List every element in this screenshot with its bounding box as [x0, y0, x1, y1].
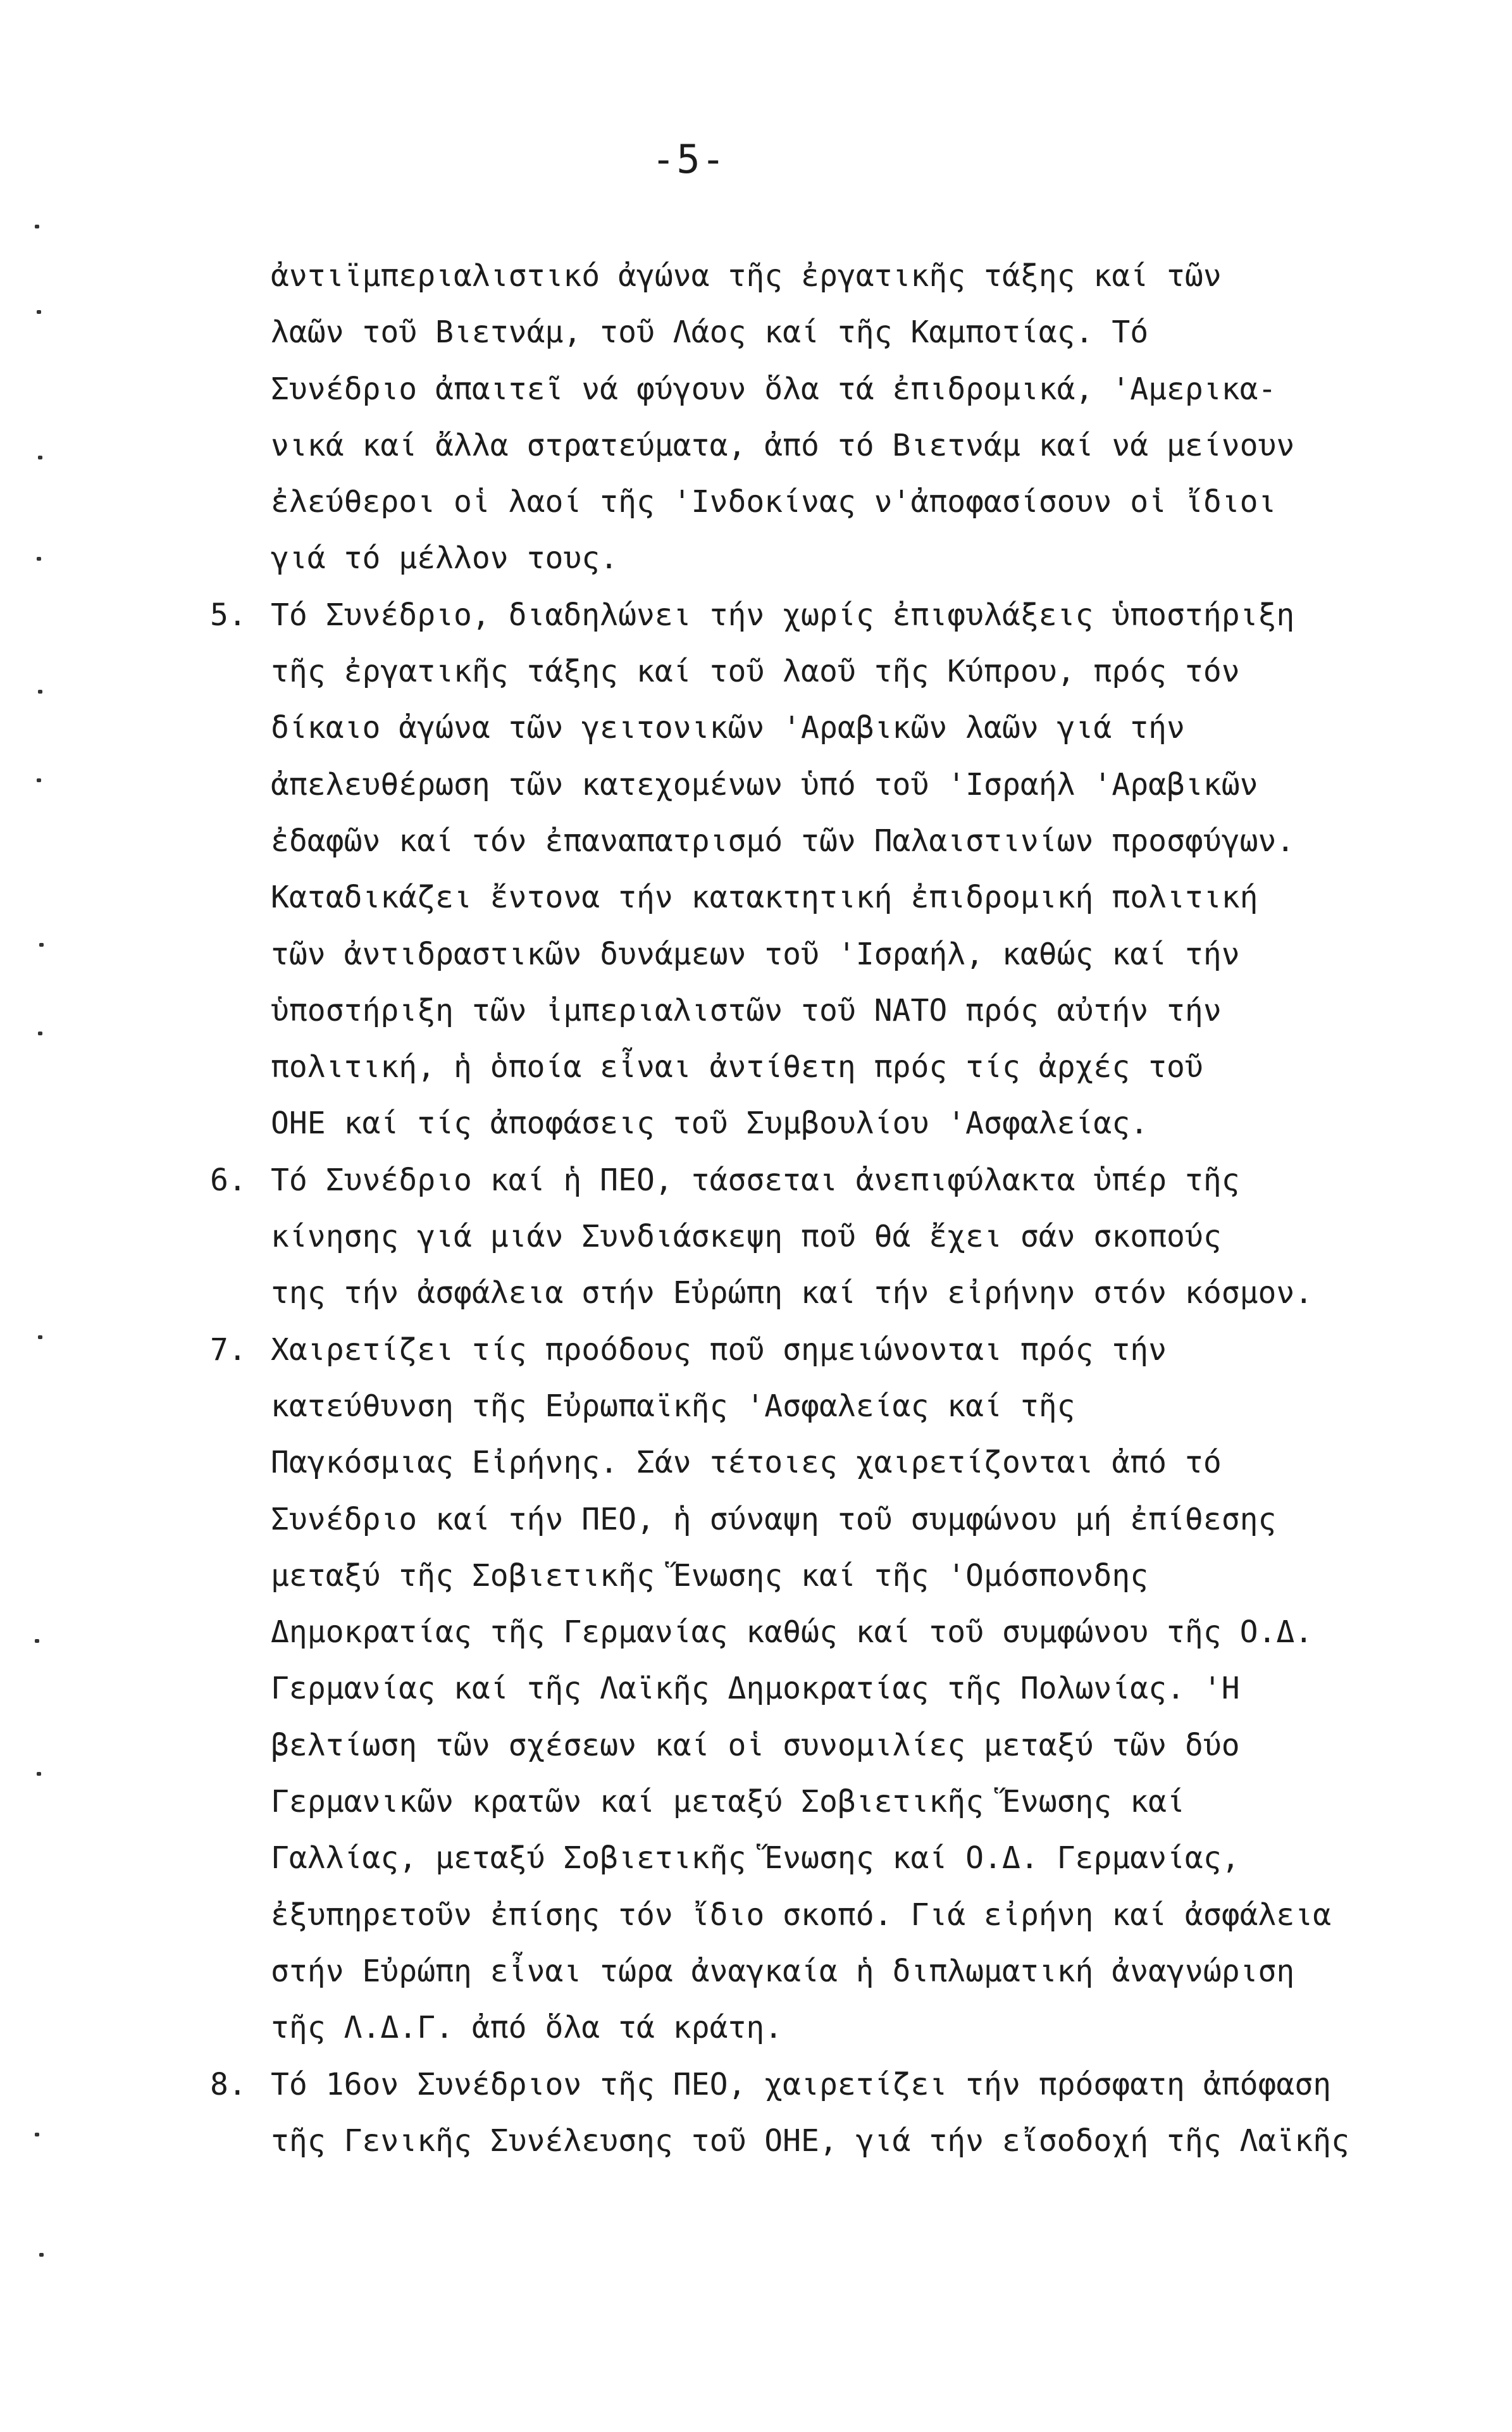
scan-speck [38, 456, 42, 459]
line-text: Γαλλίας, μεταξύ Σοβιετικῆς Ἕνωσης καί Ο.Δ. Γερμανίας, [271, 1840, 1240, 1876]
line-text: ἀντιϊμπεριαλιστικό ἀγώνα τῆς ἐργατικῆς τάξης καί τῶν [271, 258, 1222, 294]
line-text: γιά τό μέλλον τους. [271, 540, 619, 577]
text-line [210, 1604, 1412, 1661]
line-text: τῆς ἐργατικῆς τάξης καί τοῦ λαοῦ τῆς Κύπρου, πρός τόν [271, 654, 1240, 690]
scan-speck [37, 778, 41, 782]
text-line [210, 1322, 1412, 1378]
page-number: -5- [652, 136, 726, 182]
line-text: τῆς Γενικῆς Συνέλευσης τοῦ ΟΗΕ, γιά τήν εἴσοδοχή τῆς Λαϊκῆς [271, 2123, 1350, 2159]
text-line [210, 1887, 1412, 1943]
line-text: Τό 16ον Συνέδριον τῆς ΠΕΟ, χαιρετίζει τήν πρόσφατη ἀπόφαση [271, 2066, 1332, 2102]
text-line [210, 926, 1412, 983]
text-line [210, 1265, 1412, 1321]
line-text: βελτίωση τῶν σχέσεων καί οἱ συνομιλίες μεταξύ τῶν δύο [271, 1727, 1240, 1763]
text-line [210, 1095, 1412, 1152]
line-text: κατεύθυνση τῆς Εὐρωπαϊκῆς 'Ασφαλείας καί τῆς [271, 1388, 1075, 1424]
text-line [210, 1435, 1412, 1491]
scan-speck [37, 310, 41, 314]
line-text: της τήν ἀσφάλεια στήν Εὐρώπη καί τήν εἰρήνην στόν κόσμον. [271, 1275, 1313, 1311]
text-line [210, 2057, 1412, 2113]
line-text: Δημοκρατίας τῆς Γερμανίας καθώς καί τοῦ συμφώνου τῆς Ο.Δ. [271, 1614, 1313, 1650]
line-text: Τό Συνέδριο, διαδηλώνει τήν χωρίς ἐπιφυλάξεις ὑποστήριξη [271, 597, 1295, 633]
line-text: Γερμανικῶν κρατῶν καί μεταξύ Σοβιετικῆς Ἕνωσης καί [271, 1784, 1185, 1820]
line-text: ἐδαφῶν καί τόν ἐπαναπατρισμό τῶν Παλαιστινίων προσφύγων. [271, 823, 1295, 859]
text-line [210, 474, 1412, 530]
line-text: λαῶν τοῦ Βιετνάμ, τοῦ Λάος καί τῆς Καμποτίας. Τό [271, 315, 1149, 351]
text-line [210, 1492, 1412, 1548]
text-line [210, 700, 1412, 756]
text-line [210, 1548, 1412, 1604]
line-text: Συνέδριο ἀπαιτεῖ νά φύγουν ὅλα τά ἐπιδρομικά, 'Αμερικα- [271, 371, 1277, 407]
text-line [210, 1152, 1412, 1209]
line-text: τῶν ἀντιδραστικῶν δυνάμεων τοῦ 'Ισραήλ, καθώς καί τήν [271, 936, 1240, 972]
line-text: Γερμανίας καί τῆς Λαϊκῆς Δημοκρατίας τῆς Πολωνίας. 'Η [271, 1671, 1240, 1707]
text-line [210, 1039, 1412, 1095]
line-text: μεταξύ τῆς Σοβιετικῆς Ἕνωσης καί τῆς 'Ομόσπονδης [271, 1557, 1149, 1593]
text-line [210, 2000, 1412, 2056]
scan-speck [35, 1639, 39, 1643]
text-line [210, 1378, 1412, 1435]
text-line [210, 757, 1412, 813]
item-number: 8. [210, 2066, 247, 2102]
text-line [210, 1209, 1412, 1265]
scan-speck [35, 225, 39, 228]
line-text: δίκαιο ἀγώνα τῶν γειτονικῶν 'Αραβικῶν λαῶν γιά τήν [271, 710, 1185, 746]
line-text: ΟΗΕ καί τίς ἀποφάσεις τοῦ Συμβουλίου 'Ασφαλείας. [271, 1106, 1149, 1142]
text-line [210, 418, 1412, 474]
scan-speck [38, 690, 42, 694]
line-text: Χαιρετίζει τίς προόδους ποῦ σημειώνονται πρός τήν [271, 1331, 1167, 1368]
item-number: 7. [210, 1331, 247, 1368]
line-text: ἐξυπηρετοῦν ἐπίσης τόν ἴδιο σκοπό. Γιά εἰρήνη καί ἀσφάλεια [271, 1897, 1332, 1933]
scan-speck [37, 557, 41, 561]
text-line [210, 587, 1412, 644]
text-line [210, 1774, 1412, 1830]
text-line [210, 813, 1412, 870]
text-line [210, 870, 1412, 926]
text-line [210, 304, 1412, 361]
text-line [210, 1943, 1412, 2000]
scan-speck [38, 1032, 42, 1035]
line-text: κίνησης γιά μιάν Συνδιάσκεψη ποῦ θά ἔχει σάν σκοπούς [271, 1219, 1222, 1255]
line-text: στήν Εὐρώπη εἶναι τώρα ἀναγκαία ἡ διπλωματική ἀναγνώριση [271, 1953, 1295, 1989]
line-text: ἀπελευθέρωση τῶν κατεχομένων ὑπό τοῦ 'Ισραήλ 'Αραβικῶν [271, 766, 1258, 802]
line-text: πολιτική, ἡ ὁποία εἶναι ἀντίθετη πρός τίς ἀρχές τοῦ [271, 1049, 1203, 1085]
text-line [210, 2113, 1412, 2169]
line-text: τῆς Λ.Δ.Γ. ἀπό ὅλα τά κράτη. [271, 2010, 783, 2046]
line-text: Παγκόσμιας Εἰρήνης. Σάν τέτοιες χαιρετίζονται ἀπό τό [271, 1445, 1222, 1481]
line-text: ἐλεύθεροι οἱ λαοί τῆς 'Ινδοκίνας ν'ἀποφασίσουν οἱ ἴδιοι [271, 484, 1277, 520]
text-line [210, 1718, 1412, 1774]
scan-speck [38, 1335, 42, 1339]
line-text: Συνέδριο καί τήν ΠΕΟ, ἡ σύναψη τοῦ συμφώνου μή ἐπίθεσης [271, 1501, 1277, 1537]
line-text: ὑποστήριξη τῶν ἰμπεριαλιστῶν τοῦ ΝΑΤΟ πρός αὐτήν τήν [271, 992, 1222, 1028]
document-body [210, 248, 1412, 2169]
text-line [210, 1661, 1412, 1717]
scan-speck [39, 2253, 44, 2257]
scan-speck [35, 2133, 39, 2136]
line-text: Τό Συνέδριο καί ἡ ΠΕΟ, τάσσεται ἀνεπιφύλακτα ὑπέρ τῆς [271, 1162, 1240, 1198]
item-number: 5. [210, 597, 247, 633]
text-line [210, 644, 1412, 700]
text-line [210, 983, 1412, 1039]
text-line [210, 530, 1412, 587]
text-line [210, 1830, 1412, 1886]
text-line [210, 248, 1412, 304]
scan-speck [39, 943, 44, 947]
item-number: 6. [210, 1162, 247, 1198]
line-text: Καταδικάζει ἔντονα τήν κατακτητική ἐπιδρομική πολιτική [271, 880, 1258, 916]
scan-speck [37, 1772, 41, 1776]
line-text: νικά καί ἄλλα στρατεύματα, ἀπό τό Βιετνάμ καί νά μείνουν [271, 427, 1295, 463]
text-line [210, 361, 1412, 418]
